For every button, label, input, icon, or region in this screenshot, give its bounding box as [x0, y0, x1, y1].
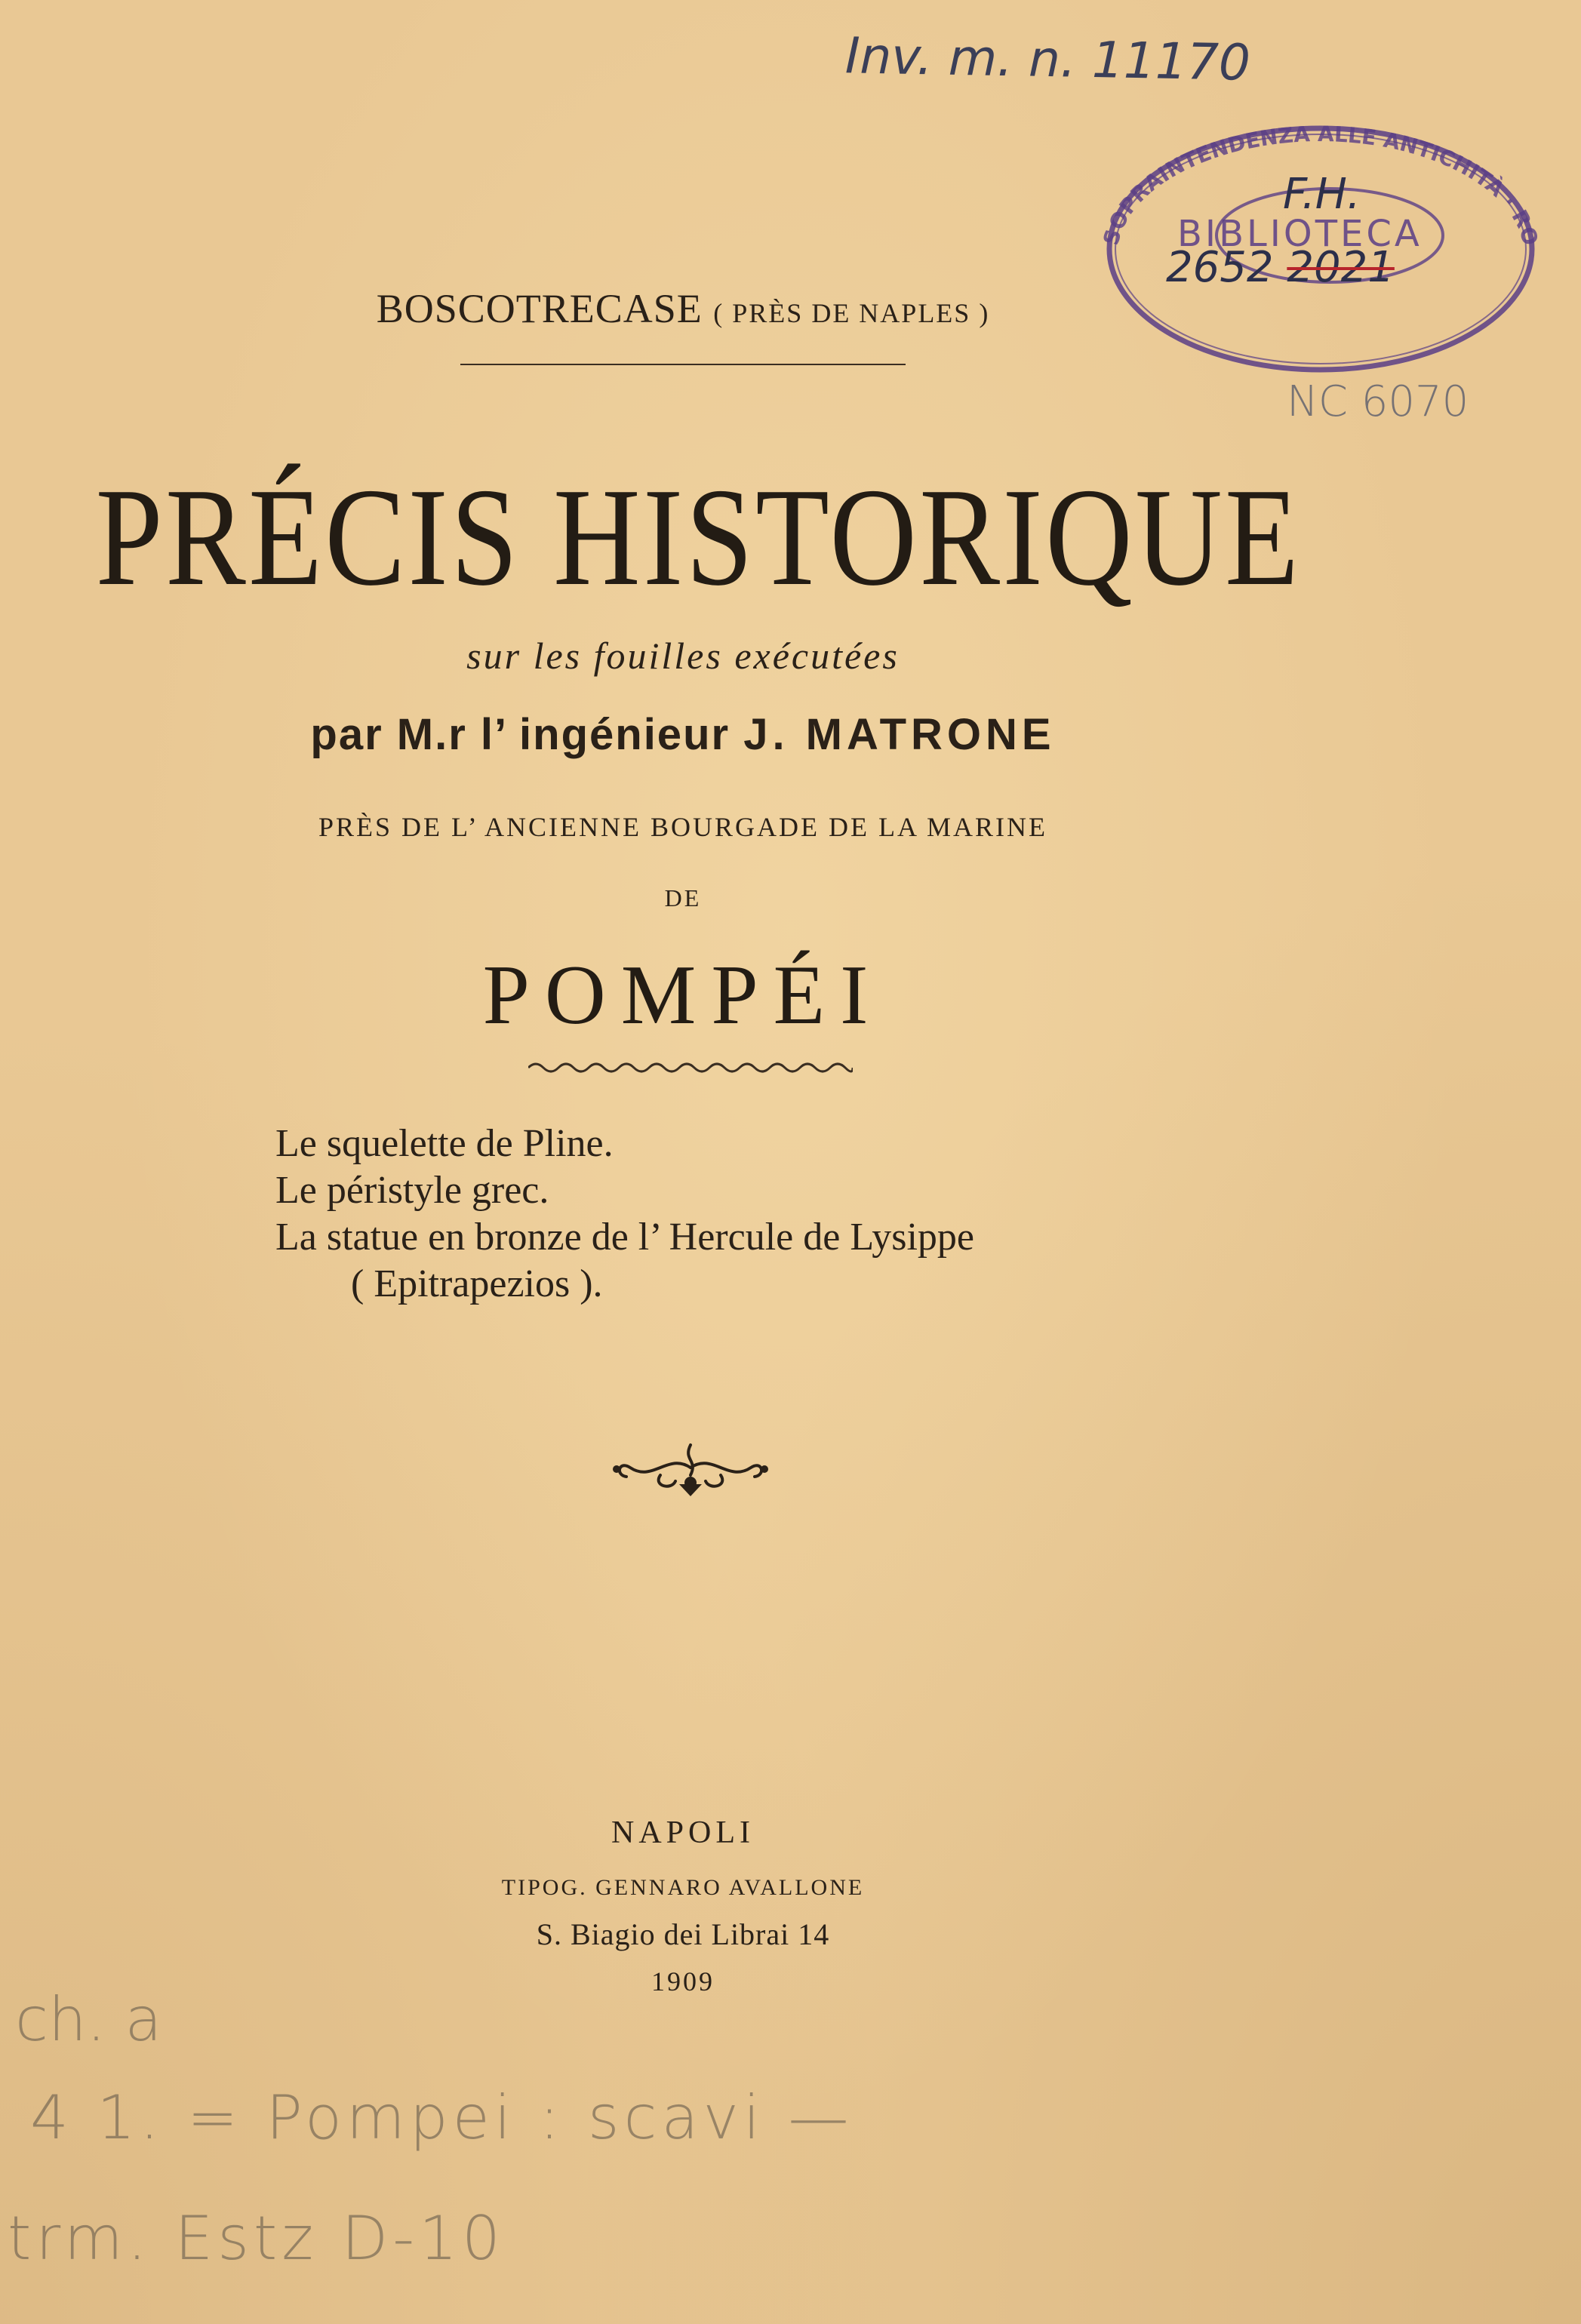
stamp-number-current: 2652: [1166, 243, 1274, 292]
main-title: PRÉCIS HISTORIQUE: [95, 460, 1302, 615]
header-rule: [460, 364, 906, 365]
stamp-number-struck: 2021: [1287, 243, 1395, 292]
shelf-mark: NC 6070: [1287, 377, 1469, 426]
pencil-note-2: 4 1. = Pompei : scavi —: [30, 2083, 854, 2153]
subtitle-line-1: sur les fouilles exécutées: [466, 635, 900, 677]
contents-item: Le squelette de Pline.: [275, 1122, 614, 1165]
inventory-number: Inv. m. n. 11170: [844, 26, 1251, 92]
location-sub: ( PRÈS DE NAPLES ): [713, 298, 990, 328]
imprint-city: NAPOLI: [611, 1815, 755, 1850]
place-name: POMPÉI: [482, 948, 884, 1042]
subtitle-line-2: [0, 709, 1366, 760]
author-name: J. MATRONE: [743, 710, 1056, 759]
location-main: BOSCOTRECASE: [376, 286, 703, 331]
pencil-note-1: ch. a: [15, 1984, 162, 2055]
subtitle-line-4: DE: [664, 884, 702, 911]
author-prefix: par M.r l’ ingénieur: [310, 710, 731, 759]
location-line: [0, 285, 1366, 332]
contents-item: La statue en bronze de l’ Hercule de Lysippe: [275, 1216, 974, 1259]
pencil-note-3: trm. Estz D-10: [8, 2203, 505, 2273]
imprint-printer: TIPOG. GENNARO AVALLONE: [501, 1875, 865, 1900]
imprint-address: S. Biagio dei Librai 14: [536, 1917, 830, 1951]
contents-item: ( Epitrapezios ).: [351, 1262, 603, 1305]
contents-item: Le péristyle grec.: [275, 1169, 549, 1212]
fleuron-ornament-icon: [607, 1437, 774, 1498]
wavy-rule: [528, 1056, 853, 1079]
subtitle-line-3: PRÈS DE L’ ANCIENNE BOURGADE DE LA MARINE: [318, 812, 1047, 842]
contents-list: [275, 1120, 974, 1308]
stamp-initials: F.H.: [1283, 170, 1361, 219]
stamp-inner-text: BIBLIOTECA: [1177, 213, 1423, 255]
stamp-outer-text: SOPRAINTENDENZA ALLE ANTICHITÀ · RO: [1098, 121, 1543, 248]
imprint-year: 1909: [651, 1966, 715, 1997]
